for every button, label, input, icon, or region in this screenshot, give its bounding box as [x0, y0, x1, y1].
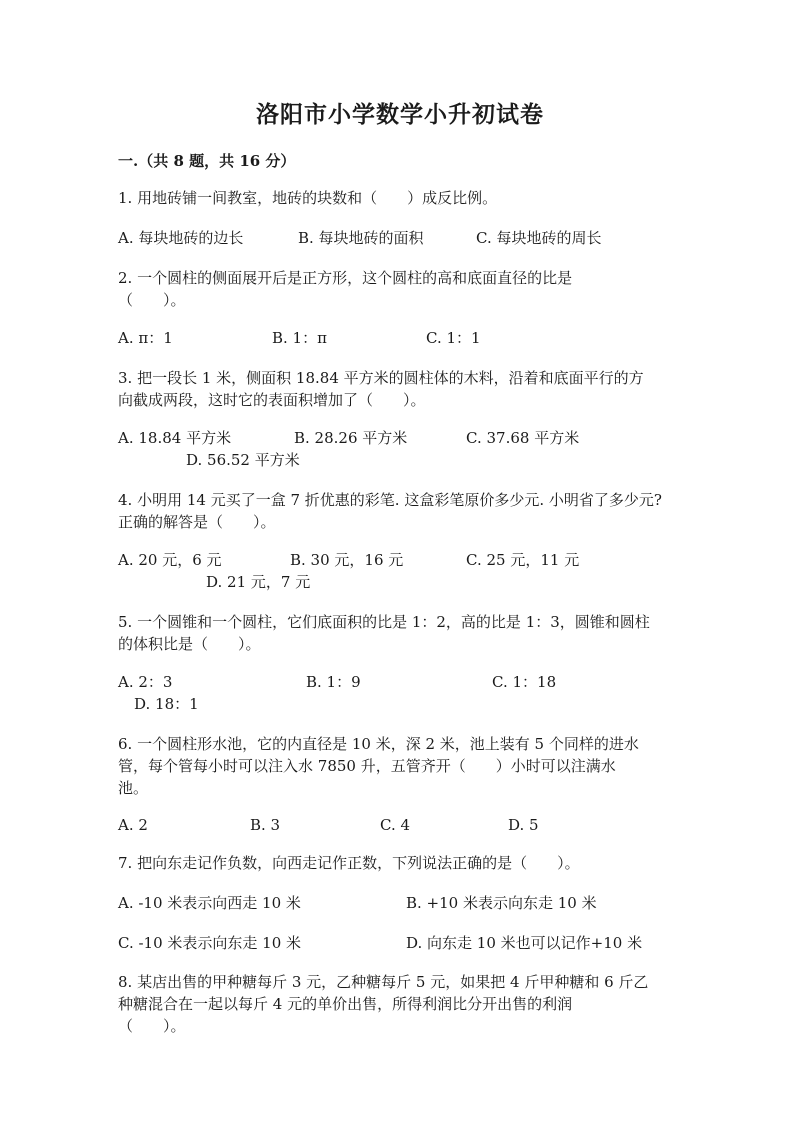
exam-title: 洛阳市小学数学小升初试卷 — [256, 101, 544, 128]
question-4-option-d: D. 21 元，7 元 — [206, 573, 311, 591]
question-1-stem-line-1: 1. 用地砖铺一间教室，地砖的块数和（ ）成反比例。 — [118, 189, 498, 207]
question-8-stem-line-3: （ ）。 — [118, 1017, 186, 1035]
question-2-stem-line-2: （ ）。 — [118, 291, 186, 309]
question-7-stem-line-1: 7. 把向东走记作负数，向西走记作正数，下列说法正确的是（ ）。 — [118, 854, 580, 872]
question-6-option-b: B. 3 — [250, 816, 281, 834]
question-4-option-c: C. 25 元，11 元 — [466, 551, 580, 569]
question-7-option-d: D. 向东走 10 米也可以记作+10 米 — [406, 934, 643, 952]
question-5-stem-line-1: 5. 一个圆锥和一个圆柱，它们底面积的比是 1：2，高的比是 1：3，圆锥和圆柱 — [118, 613, 650, 631]
question-6-stem-line-2: 管，每个管每小时可以注入水 7850 升，五管齐开（ ）小时可以注满水 — [118, 757, 616, 775]
question-1-option-a: A. 每块地砖的边长 — [118, 229, 244, 247]
question-4-option-b: B. 30 元，16 元 — [290, 551, 404, 569]
question-5-option-c: C. 1：18 — [492, 673, 557, 691]
question-5-option-d: D. 18：1 — [134, 695, 199, 713]
question-1-option-b: B. 每块地砖的面积 — [298, 229, 424, 247]
question-6-option-d: D. 5 — [508, 816, 539, 834]
question-6-option-a: A. 2 — [118, 816, 148, 834]
question-6-stem-line-1: 6. 一个圆柱形水池，它的内直径是 10 米，深 2 米，池上装有 5 个同样的进水 — [118, 735, 639, 753]
question-7-option-c: C. -10 米表示向东走 10 米 — [118, 934, 302, 952]
question-7-option-a: A. -10 米表示向西走 10 米 — [118, 894, 301, 912]
question-6-stem-line-3: 池。 — [118, 779, 149, 797]
question-3-option-c: C. 37.68 平方米 — [466, 429, 580, 447]
question-5-option-b: B. 1：9 — [306, 673, 361, 691]
question-3-option-d: D. 56.52 平方米 — [186, 451, 300, 469]
question-2-option-a: A. π：1 — [118, 329, 173, 347]
question-4-stem-line-2: 正确的解答是（ ）。 — [118, 513, 276, 531]
question-4-stem-line-1: 4. 小明用 14 元买了一盒 7 折优惠的彩笔. 这盒彩笔原价多少元. 小明省了多少元? — [118, 491, 662, 509]
question-3-stem-line-1: 3. 把一段长 1 米，侧面积 18.84 平方米的圆柱体的木料，沿着和底面平行的方 — [118, 369, 644, 387]
question-2-option-c: C. 1：1 — [426, 329, 481, 347]
question-8-stem-line-1: 8. 某店出售的甲种糖每斤 3 元，乙种糖每斤 5 元，如果把 4 斤甲种糖和 6 斤乙 — [118, 973, 649, 991]
question-3-option-a: A. 18.84 平方米 — [118, 429, 232, 447]
question-3-stem-line-2: 向截成两段，这时它的表面积增加了（ ）。 — [118, 391, 426, 409]
question-2-stem-line-1: 2. 一个圆柱的侧面展开后是正方形，这个圆柱的高和底面直径的比是 — [118, 269, 573, 287]
question-2-option-b: B. 1：π — [272, 329, 327, 347]
question-5-option-a: A. 2：3 — [118, 673, 173, 691]
question-5-stem-line-2: 的体积比是（ ）。 — [118, 635, 261, 653]
question-7-option-b: B. +10 米表示向东走 10 米 — [406, 894, 597, 912]
question-8-stem-line-2: 种糖混合在一起以每斤 4 元的单价出售，所得利润比分开出售的利润 — [118, 995, 573, 1013]
question-4-option-a: A. 20 元，6 元 — [118, 551, 222, 569]
question-3-option-b: B. 28.26 平方米 — [294, 429, 408, 447]
question-1-option-c: C. 每块地砖的周长 — [476, 229, 602, 247]
section-header: 一.（共 8 题，共 16 分） — [118, 152, 296, 170]
question-6-option-c: C. 4 — [380, 816, 411, 834]
